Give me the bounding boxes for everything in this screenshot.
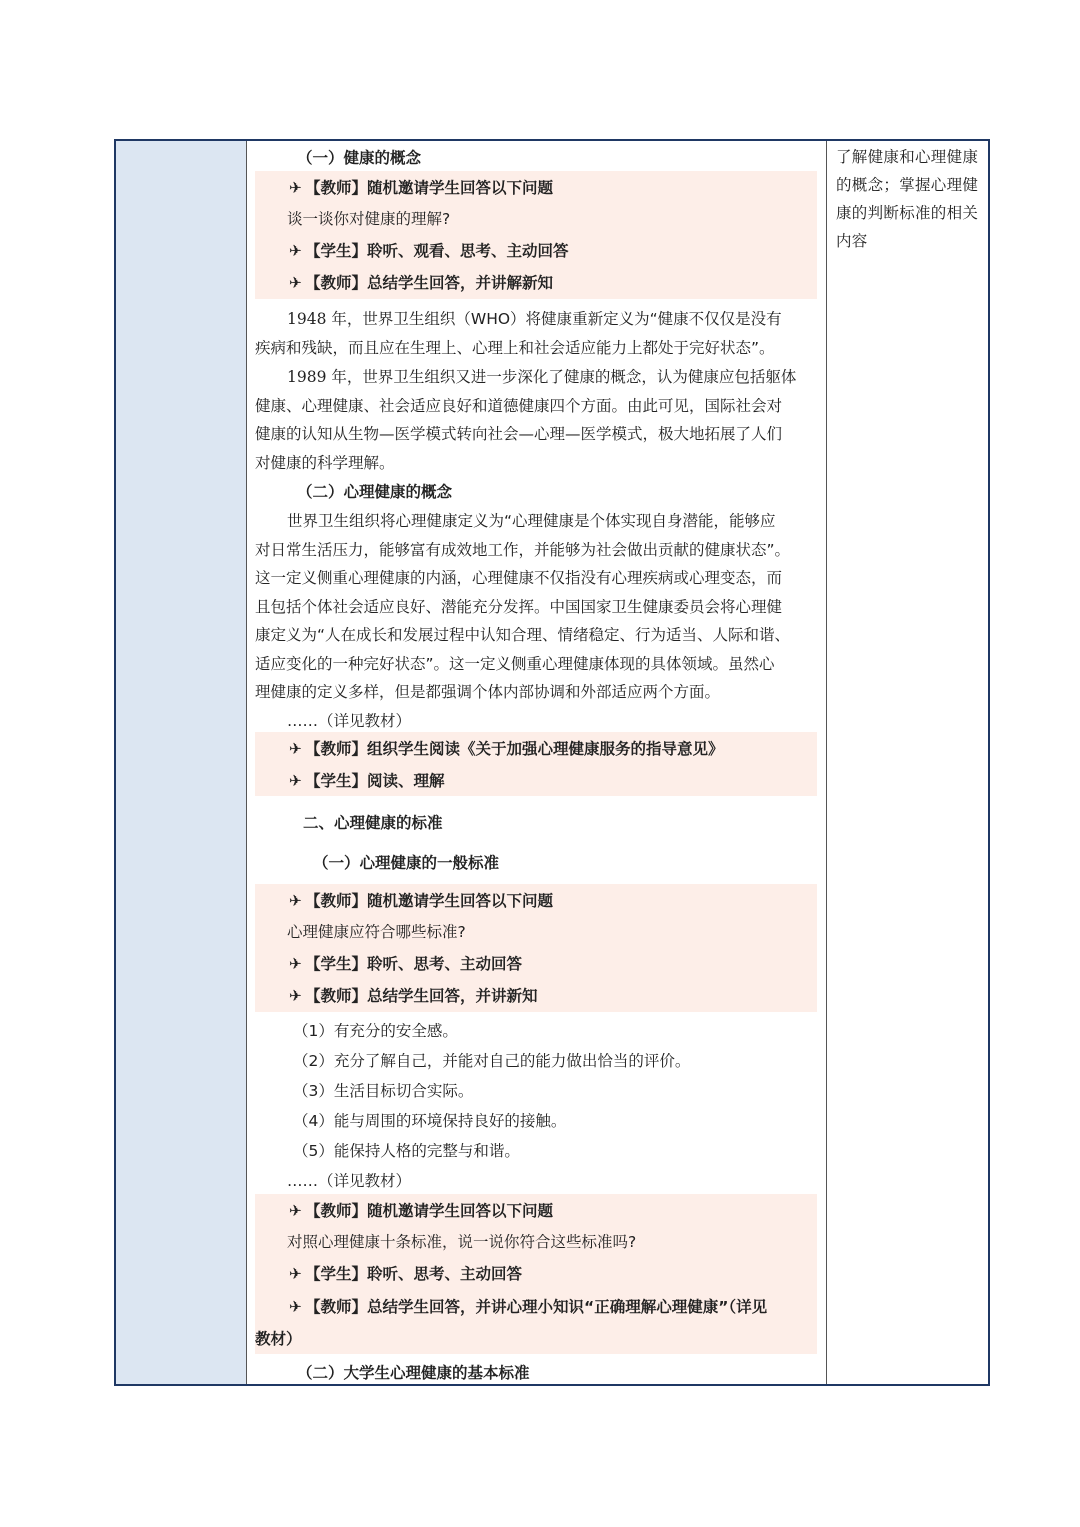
activity-line: ✈ 【学生】聆听、观看、思考、主动回答 [289, 242, 569, 260]
objectives-column [826, 141, 991, 1384]
paragraph-line: 世界卫生组织将心理健康定义为“心理健康是个体实现自身潜能，能够应 [287, 512, 776, 530]
standard-item: （5）能保持人格的完整与和谐。 [293, 1142, 520, 1160]
plane-icon: ✈ [289, 955, 302, 973]
paragraph-line: 健康的认知从生物—医学模式转向社会—心理—医学模式，极大地拓展了人们 [255, 425, 783, 443]
activity-box-3 [255, 884, 817, 1012]
section-heading-student-standards: （二）大学生心理健康的基本标准 [297, 1364, 530, 1382]
activity-line-continued: 教材） [255, 1330, 302, 1348]
activity-line: ✈ 【学生】聆听、思考、主动回答 [289, 955, 523, 973]
activity-box-2 [255, 732, 817, 796]
plane-icon: ✈ [289, 274, 302, 292]
learning-objectives: 了解健康和心理健康的概念；掌握心理健康的判断标准的相关内容 [836, 148, 979, 250]
activity-box-4 [255, 1194, 817, 1354]
paragraph-line: 且包括个体社会适应良好、潜能充分发挥。中国国家卫生健康委员会将心理健 [255, 598, 783, 616]
standard-item: （3）生活目标切合实际。 [293, 1082, 474, 1100]
plane-icon: ✈ [289, 772, 302, 790]
activity-line: ✈ 【教师】随机邀请学生回答以下问题 [289, 179, 554, 197]
paragraph-line: 这一定义侧重心理健康的内涵，心理健康不仅指没有心理疾病或心理变态，而 [255, 569, 783, 587]
plane-icon: ✈ [289, 1202, 302, 1220]
activity-line: ✈ 【教师】随机邀请学生回答以下问题 [289, 892, 554, 910]
plane-icon: ✈ [289, 892, 302, 910]
see-textbook-note: ……（详见教材） [287, 712, 412, 730]
plane-icon: ✈ [289, 179, 302, 197]
section-heading-general-standards: （一）心理健康的一般标准 [313, 854, 500, 872]
paragraph-line: 疾病和残缺，而且应在生理上、心理上和社会适应能力上都处于完好状态”。 [255, 339, 775, 357]
paragraph-line: 康定义为“人在成长和发展过程中认知合理、情绪稳定、行为适当、人际和谐、 [255, 626, 791, 644]
standard-item: （1）有充分的安全感。 [293, 1022, 458, 1040]
paragraph-line: 1989 年，世界卫生组织又进一步深化了健康的概念，认为健康应包括躯体 [287, 368, 797, 386]
content-column [255, 141, 817, 1384]
plane-icon: ✈ [289, 987, 302, 1005]
activity-line: ✈ 【学生】聆听、思考、主动回答 [289, 1265, 523, 1283]
paragraph-line: 理健康的定义多样，但是都强调个体内部协调和外部适应两个方面。 [255, 683, 721, 701]
plane-icon: ✈ [289, 740, 302, 758]
paragraph-line: 对日常生活压力，能够富有成效地工作，并能够为社会做出贡献的健康状态”。 [255, 541, 791, 559]
activity-line: ✈ 【教师】总结学生回答，并讲心理小知识“正确理解心理健康”（详见 [289, 1298, 768, 1316]
activity-line: ✈ 【教师】组织学生阅读《关于加强心理健康服务的指导意见》 [289, 740, 724, 758]
see-textbook-note: ……（详见教材） [287, 1172, 412, 1190]
activity-box-1 [255, 171, 817, 299]
activity-line: ✈ 【教师】总结学生回答，并讲新知 [289, 987, 538, 1005]
standard-item: （2）充分了解自己，并能对自己的能力做出恰当的评价。 [293, 1052, 691, 1070]
question-text: 心理健康应符合哪些标准? [287, 923, 466, 941]
standard-item: （4）能与周围的环境保持良好的接触。 [293, 1112, 567, 1130]
plane-icon: ✈ [289, 1265, 302, 1283]
paragraph-line: 适应变化的一种完好状态”。这一定义侧重心理健康体现的具体领域。虽然心 [255, 655, 775, 673]
part-heading-standards: 二、心理健康的标准 [303, 814, 443, 832]
plane-icon: ✈ [289, 242, 302, 260]
paragraph-line: 1948 年，世界卫生组织（WHO）将健康重新定义为“健康不仅仅是没有 [287, 310, 782, 328]
lesson-table [114, 139, 990, 1386]
question-text: 谈一谈你对健康的理解? [287, 210, 451, 228]
section-heading-health-concept: （一）健康的概念 [297, 149, 422, 167]
activity-line: ✈ 【学生】阅读、理解 [289, 772, 445, 790]
activity-line: ✈ 【教师】总结学生回答，并讲解新知 [289, 274, 554, 292]
left-column [116, 141, 247, 1384]
plane-icon: ✈ [289, 1298, 302, 1316]
paragraph-line: 对健康的科学理解。 [255, 454, 395, 472]
section-heading-mental-health-concept: （二）心理健康的概念 [297, 483, 453, 501]
question-text: 对照心理健康十条标准，说一说你符合这些标准吗? [287, 1233, 637, 1251]
activity-line: ✈ 【教师】随机邀请学生回答以下问题 [289, 1202, 554, 1220]
paragraph-line: 健康、心理健康、社会适应良好和道德健康四个方面。由此可见，国际社会对 [255, 397, 783, 415]
